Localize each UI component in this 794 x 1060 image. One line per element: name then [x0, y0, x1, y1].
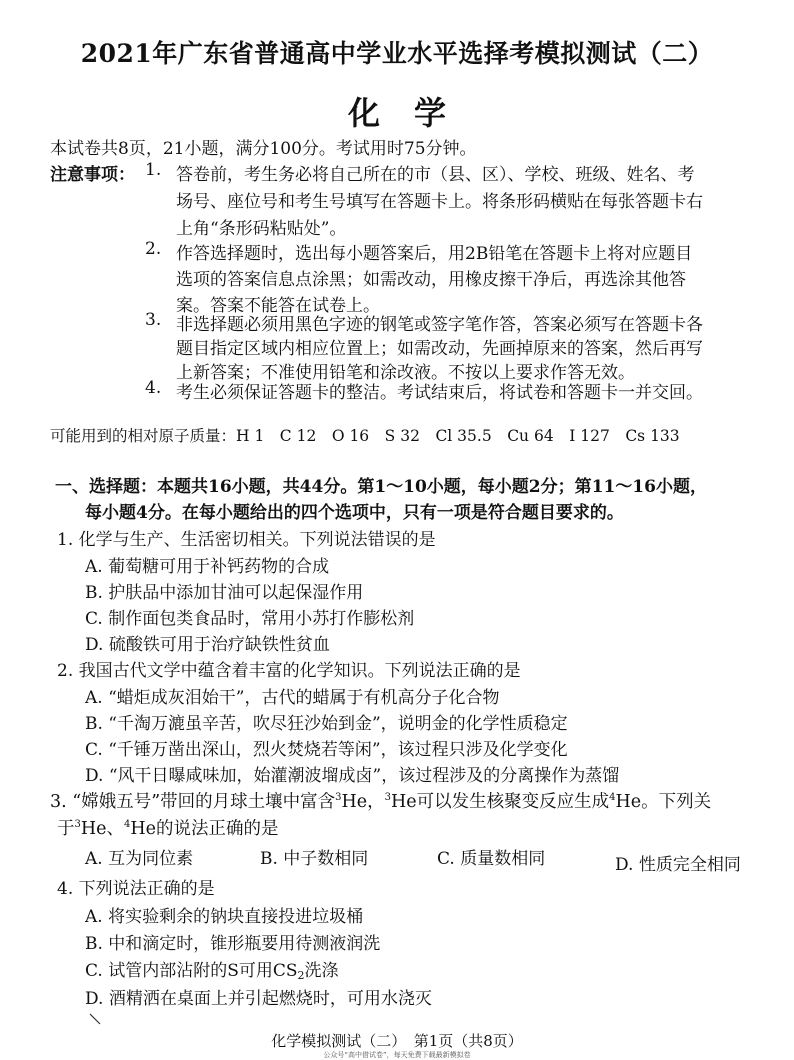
note-line: 考生必须保证答题卡的整洁。考试结束后，将试卷和答题卡一并交回。 — [176, 383, 703, 403]
section-heading: 一、选择题：本题共16小题，共44分。第1～10小题，每小题2分；第11～16小题， — [55, 477, 707, 497]
note-line: 题目指定区域内相应位置上；如需改动，先画掉原来的答案，然后再写 — [176, 339, 703, 359]
question-stem: 1. 化学与生产、生活密切相关。下列说法错误的是 — [57, 530, 436, 550]
isotope-mass: 4 — [609, 792, 616, 803]
exam-title: 2021年广东省普通高中学业水平选择考模拟测试（二） — [80, 39, 714, 68]
question-stem — [50, 788, 711, 813]
note-line: 上新答案；不准使用铅笔和涂改液。不按以上要求作答无效。 — [176, 363, 635, 383]
option: B. 中和滴定时，锥形瓶要用待测液润洗 — [85, 934, 381, 954]
option: B. 护肤品中添加甘油可以起保湿作用 — [85, 583, 364, 603]
note-number: 3. — [145, 310, 162, 330]
element-symbol: He — [615, 792, 642, 812]
option: C. 质量数相同 — [437, 849, 546, 869]
option — [85, 956, 339, 981]
stem-text: 、 — [106, 819, 124, 839]
option: D. 性质完全相同 — [615, 855, 741, 875]
option: A. “蜡炬成灰泪始干”，古代的蜡属于有机高分子化合物 — [85, 688, 500, 708]
note-line: 答卷前，考生务必将自己所在的市（县、区）、学校、班级、姓名、考 — [176, 165, 695, 185]
page-footer: 化学模拟测试（二） 第1页（共8页） — [271, 1032, 523, 1050]
option: C. “千锤万凿出深山，烈火焚烧若等闲”，该过程只涉及化学变化 — [85, 740, 568, 760]
element-symbol: He — [341, 792, 368, 812]
element-symbol: He — [80, 819, 107, 839]
question-stem: 2. 我国古代文学中蕴含着丰富的化学知识。下列说法正确的是 — [57, 661, 521, 681]
section-heading-cont: 每小题4分。在每小题给出的四个选项中，只有一项是符合题目要求的。 — [85, 503, 624, 523]
isotope-mass: 3 — [384, 792, 392, 803]
stem-text: 于 — [57, 819, 75, 839]
option: B. “千淘万漉虽辛苦，吹尽狂沙始到金”，说明金的化学性质稳定 — [85, 714, 568, 734]
isotope-mass: 4 — [124, 819, 131, 830]
pen-mark-icon — [88, 1012, 102, 1026]
option: D. “风干日曝咸味加，始灌潮波塯成卤”，该过程涉及的分离操作为蒸馏 — [85, 766, 620, 786]
isotope-mass: 3 — [335, 792, 342, 803]
stem-text: 3. “嫦娥五号”带回的月球土壤中富含 — [50, 792, 336, 812]
atomic-masses: 可能用到的相对原子质量：H 1 C 12 O 16 S 32 Cl 35.5 Cu 64 I 127 Cs 133 — [50, 427, 680, 445]
note-line: 非选择题必须用黑色字迹的钢笔或签字笔作答，答案必须写在答题卡各 — [176, 315, 703, 335]
option: A. 互为同位素 — [85, 849, 194, 869]
element-symbol: He — [391, 792, 417, 812]
note-number: 2. — [145, 239, 162, 259]
stem-text: ， — [367, 792, 385, 812]
option-text: 洗涤 — [304, 961, 339, 981]
option: B. 中子数相同 — [260, 849, 369, 869]
note-line: 场号、座位号和考生号填写在答题卡上。将条形码横贴在每张答题卡右 — [176, 192, 703, 212]
note-number: 1. — [145, 160, 162, 180]
question-stem-cont — [57, 815, 279, 840]
option: D. 硫酸铁可用于治疗缺铁性贫血 — [85, 635, 330, 655]
isotope-mass: 3 — [74, 819, 81, 830]
element-symbol: He — [130, 819, 156, 839]
note-number: 4. — [145, 378, 162, 398]
option: D. 酒精洒在桌面上并引起燃烧时，可用水浇灭 — [85, 989, 432, 1009]
question-stem: 4. 下列说法正确的是 — [57, 879, 215, 899]
watermark-text: 公众号“高中借试卷”，每天免费下载最新模拟卷 — [323, 1051, 471, 1059]
exam-info: 本试卷共8页，21小题，满分100分。考试用时75分钟。 — [50, 139, 477, 159]
subscript: 2 — [297, 969, 305, 982]
option: A. 将实验剩余的钠块直接投进垃圾桶 — [85, 907, 364, 927]
notes-label: 注意事项： — [50, 165, 135, 185]
stem-text: 的说法正确的是 — [156, 819, 279, 839]
stem-text: 可以发生核聚变反应生成 — [416, 792, 610, 812]
subject-title: 化学 — [347, 94, 480, 132]
option: C. 制作面包类食品时，常用小苏打作膨松剂 — [85, 609, 415, 629]
option: A. 葡萄糖可用于补钙药物的合成 — [85, 557, 330, 577]
note-line: 上角“条形码粘贴处”。 — [176, 219, 347, 239]
option-text: C. 试管内部沾附的S可用CS — [85, 961, 298, 981]
stem-text: 。下列关 — [641, 792, 712, 812]
note-line: 案。答案不能答在试卷上。 — [176, 296, 380, 316]
note-line: 选项的答案信息点涂黑；如需改动，用橡皮擦干净后，再选涂其他答 — [176, 270, 686, 290]
note-line: 作答选择题时，选出每小题答案后，用2B铅笔在答题卡上将对应题目 — [176, 244, 693, 264]
